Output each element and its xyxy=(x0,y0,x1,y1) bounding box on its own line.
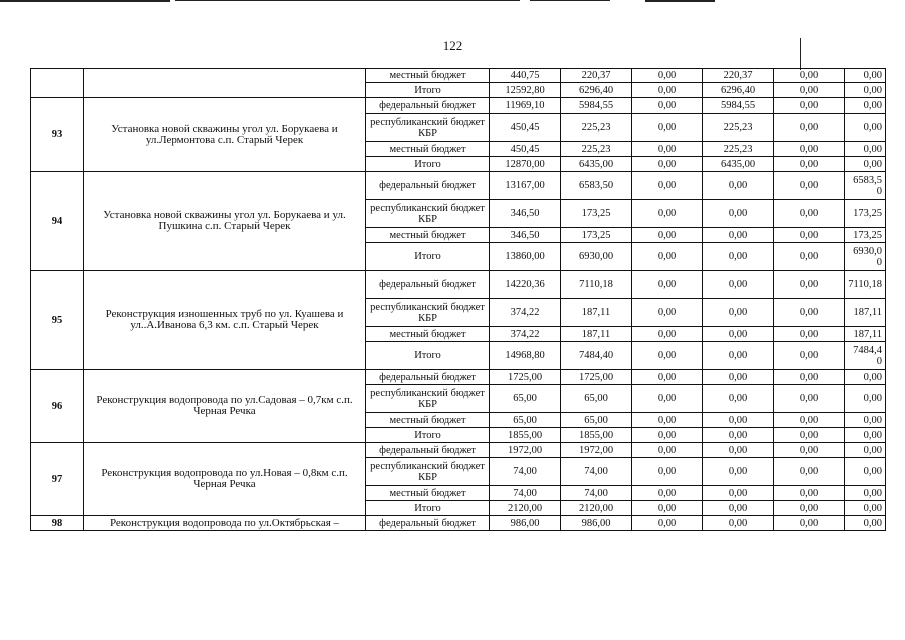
table-row xyxy=(31,271,886,299)
value-cell: 0,00 xyxy=(703,458,774,486)
value-cell: 0,00 xyxy=(703,172,774,200)
value-cell: 65,00 xyxy=(490,385,561,413)
value-cell: 0,00 xyxy=(703,385,774,413)
item-number-cell: 96 xyxy=(31,370,84,443)
value-cell: 187,11 xyxy=(561,327,632,342)
value-cell: 0,00 xyxy=(632,428,703,443)
funding-source-cell: республиканский бюджет КБР xyxy=(366,299,490,327)
value-cell: 0,00 xyxy=(774,458,845,486)
value-cell: 0,00 xyxy=(774,200,845,228)
value-cell: 0,00 xyxy=(845,486,886,501)
funding-source-cell: местный бюджет xyxy=(366,69,490,83)
value-cell: 0,00 xyxy=(845,443,886,458)
funding-source-cell: федеральный бюджет xyxy=(366,172,490,200)
value-cell: 0,00 xyxy=(774,342,845,370)
value-cell: 1855,00 xyxy=(490,428,561,443)
value-cell: 6435,00 xyxy=(561,157,632,172)
value-cell: 0,00 xyxy=(845,114,886,142)
value-cell: 0,00 xyxy=(632,413,703,428)
table-row xyxy=(31,98,886,114)
value-cell: 0,00 xyxy=(774,157,845,172)
value-cell: 0,00 xyxy=(632,228,703,243)
value-cell: 374,22 xyxy=(490,327,561,342)
value-cell: 65,00 xyxy=(561,413,632,428)
value-cell: 225,23 xyxy=(561,142,632,157)
value-cell: 0,00 xyxy=(632,501,703,516)
value-cell: 0,00 xyxy=(632,516,703,531)
value-cell: 225,23 xyxy=(561,114,632,142)
value-cell: 0,00 xyxy=(632,443,703,458)
scan-mark-top-mid xyxy=(175,0,520,1)
value-cell: 7110,18 xyxy=(845,271,886,299)
value-cell: 0,00 xyxy=(774,142,845,157)
item-number-cell: 97 xyxy=(31,443,84,516)
funding-source-cell: республиканский бюджет КБР xyxy=(366,114,490,142)
value-cell: 0,00 xyxy=(703,299,774,327)
table-row xyxy=(31,443,886,458)
item-number-cell xyxy=(31,69,84,98)
value-cell: 6435,00 xyxy=(703,157,774,172)
funding-source-cell: федеральный бюджет xyxy=(366,370,490,385)
funding-source-cell: федеральный бюджет xyxy=(366,516,490,531)
value-cell: 5984,55 xyxy=(561,98,632,114)
value-cell: 0,00 xyxy=(774,243,845,271)
value-cell: 74,00 xyxy=(490,486,561,501)
value-cell: 12870,00 xyxy=(490,157,561,172)
funding-source-cell: местный бюджет xyxy=(366,327,490,342)
value-cell: 0,00 xyxy=(703,501,774,516)
value-cell: 0,00 xyxy=(703,271,774,299)
value-cell: 13167,00 xyxy=(490,172,561,200)
value-cell: 6583,50 xyxy=(845,172,886,200)
funding-source-cell: местный бюджет xyxy=(366,142,490,157)
funding-source-cell: Итого xyxy=(366,501,490,516)
value-cell: 0,00 xyxy=(632,370,703,385)
funding-source-cell: республиканский бюджет КБР xyxy=(366,458,490,486)
value-cell: 14220,36 xyxy=(490,271,561,299)
budget-table xyxy=(30,68,886,531)
value-cell: 1725,00 xyxy=(490,370,561,385)
value-cell: 0,00 xyxy=(845,142,886,157)
table-row xyxy=(31,69,886,83)
value-cell: 0,00 xyxy=(845,428,886,443)
value-cell: 0,00 xyxy=(703,413,774,428)
value-cell: 11969,10 xyxy=(490,98,561,114)
value-cell: 13860,00 xyxy=(490,243,561,271)
value-cell: 173,25 xyxy=(845,228,886,243)
value-cell: 0,00 xyxy=(632,114,703,142)
value-cell: 7110,18 xyxy=(561,271,632,299)
value-cell: 0,00 xyxy=(774,299,845,327)
value-cell: 173,25 xyxy=(561,200,632,228)
value-cell: 0,00 xyxy=(703,243,774,271)
value-cell: 1725,00 xyxy=(561,370,632,385)
value-cell: 220,37 xyxy=(561,69,632,83)
value-cell: 173,25 xyxy=(845,200,886,228)
item-number-cell: 95 xyxy=(31,271,84,370)
value-cell: 0,00 xyxy=(703,370,774,385)
value-cell: 0,00 xyxy=(774,271,845,299)
funding-source-cell: федеральный бюджет xyxy=(366,271,490,299)
value-cell: 0,00 xyxy=(703,327,774,342)
value-cell: 0,00 xyxy=(845,83,886,98)
value-cell: 0,00 xyxy=(703,342,774,370)
value-cell: 225,23 xyxy=(703,142,774,157)
value-cell: 0,00 xyxy=(774,501,845,516)
value-cell: 0,00 xyxy=(632,342,703,370)
table-row xyxy=(31,516,886,531)
value-cell: 2120,00 xyxy=(561,501,632,516)
funding-source-cell: Итого xyxy=(366,342,490,370)
value-cell: 986,00 xyxy=(490,516,561,531)
funding-source-cell: местный бюджет xyxy=(366,413,490,428)
value-cell: 0,00 xyxy=(632,142,703,157)
item-number-cell: 94 xyxy=(31,172,84,271)
value-cell: 0,00 xyxy=(632,243,703,271)
value-cell: 374,22 xyxy=(490,299,561,327)
value-cell: 12592,80 xyxy=(490,83,561,98)
value-cell: 0,00 xyxy=(845,385,886,413)
value-cell: 74,00 xyxy=(561,486,632,501)
item-number-cell: 93 xyxy=(31,98,84,172)
value-cell: 0,00 xyxy=(632,271,703,299)
value-cell: 0,00 xyxy=(632,458,703,486)
table-row xyxy=(31,172,886,200)
value-cell: 0,00 xyxy=(632,385,703,413)
funding-source-cell: местный бюджет xyxy=(366,228,490,243)
value-cell: 2120,00 xyxy=(490,501,561,516)
value-cell: 0,00 xyxy=(774,370,845,385)
value-cell: 74,00 xyxy=(561,458,632,486)
scan-mark-top-right xyxy=(530,0,610,1)
value-cell: 0,00 xyxy=(632,157,703,172)
value-cell: 0,00 xyxy=(845,413,886,428)
value-cell: 0,00 xyxy=(774,172,845,200)
item-description-cell: Установка новой скважины угол ул. Борукаева и ул. Пушкина с.п. Старый Черек xyxy=(84,172,366,271)
value-cell: 14968,80 xyxy=(490,342,561,370)
value-cell: 0,00 xyxy=(845,501,886,516)
value-cell: 0,00 xyxy=(632,98,703,114)
value-cell: 0,00 xyxy=(845,516,886,531)
value-cell: 1972,00 xyxy=(561,443,632,458)
item-description-cell: Реконструкция водопровода по ул.Садовая – 0,7км с.п. Черная Речка xyxy=(84,370,366,443)
value-cell: 7484,40 xyxy=(845,342,886,370)
item-description-cell xyxy=(84,69,366,98)
value-cell: 173,25 xyxy=(561,228,632,243)
value-cell: 220,37 xyxy=(703,69,774,83)
value-cell: 0,00 xyxy=(845,458,886,486)
value-cell: 1972,00 xyxy=(490,443,561,458)
value-cell: 0,00 xyxy=(703,516,774,531)
value-cell: 0,00 xyxy=(774,486,845,501)
value-cell: 0,00 xyxy=(703,200,774,228)
scan-mark-top-far xyxy=(645,0,715,2)
value-cell: 0,00 xyxy=(703,443,774,458)
value-cell: 0,00 xyxy=(774,385,845,413)
value-cell: 187,11 xyxy=(845,327,886,342)
item-description-cell: Реконструкция изношенных труб по ул. Куашева и ул..А.Иванова 6,3 км. с.п. Старый Черек xyxy=(84,271,366,370)
value-cell: 346,50 xyxy=(490,228,561,243)
value-cell: 0,00 xyxy=(774,443,845,458)
value-cell: 0,00 xyxy=(632,327,703,342)
value-cell: 225,23 xyxy=(703,114,774,142)
value-cell: 0,00 xyxy=(845,69,886,83)
value-cell: 0,00 xyxy=(703,228,774,243)
value-cell: 0,00 xyxy=(632,299,703,327)
value-cell: 0,00 xyxy=(774,83,845,98)
value-cell: 0,00 xyxy=(632,69,703,83)
value-cell: 0,00 xyxy=(703,486,774,501)
value-cell: 0,00 xyxy=(774,98,845,114)
value-cell: 65,00 xyxy=(561,385,632,413)
item-description-cell: Реконструкция водопровода по ул.Новая – 0,8км с.п. Черная Речка xyxy=(84,443,366,516)
value-cell: 5984,55 xyxy=(703,98,774,114)
funding-source-cell: Итого xyxy=(366,157,490,172)
value-cell: 0,00 xyxy=(632,200,703,228)
value-cell: 346,50 xyxy=(490,200,561,228)
funding-source-cell: Итого xyxy=(366,428,490,443)
value-cell: 7484,40 xyxy=(561,342,632,370)
value-cell: 6296,40 xyxy=(703,83,774,98)
table-row xyxy=(31,370,886,385)
value-cell: 0,00 xyxy=(774,413,845,428)
value-cell: 0,00 xyxy=(632,83,703,98)
value-cell: 1855,00 xyxy=(561,428,632,443)
value-cell: 65,00 xyxy=(490,413,561,428)
value-cell: 0,00 xyxy=(774,327,845,342)
funding-source-cell: федеральный бюджет xyxy=(366,443,490,458)
page-number: 122 xyxy=(442,38,463,53)
value-cell: 187,11 xyxy=(845,299,886,327)
value-cell: 6583,50 xyxy=(561,172,632,200)
item-number-cell: 98 xyxy=(31,516,84,531)
value-cell: 187,11 xyxy=(561,299,632,327)
item-description-cell: Установка новой скважины угол ул. Борукаева и ул.Лермонтова с.п. Старый Черек xyxy=(84,98,366,172)
funding-source-cell: Итого xyxy=(366,83,490,98)
value-cell: 6930,00 xyxy=(561,243,632,271)
value-cell: 0,00 xyxy=(632,486,703,501)
value-cell: 0,00 xyxy=(703,428,774,443)
value-cell: 0,00 xyxy=(774,428,845,443)
funding-source-cell: республиканский бюджет КБР xyxy=(366,385,490,413)
item-description-cell: Реконструкция водопровода по ул.Октябрьская – xyxy=(84,516,366,531)
value-cell: 986,00 xyxy=(561,516,632,531)
value-cell: 450,45 xyxy=(490,142,561,157)
value-cell: 0,00 xyxy=(774,228,845,243)
value-cell: 6296,40 xyxy=(561,83,632,98)
value-cell: 6930,00 xyxy=(845,243,886,271)
funding-source-cell: республиканский бюджет КБР xyxy=(366,200,490,228)
value-cell: 0,00 xyxy=(845,98,886,114)
value-cell: 0,00 xyxy=(845,157,886,172)
value-cell: 0,00 xyxy=(632,172,703,200)
funding-source-cell: местный бюджет xyxy=(366,486,490,501)
value-cell: 0,00 xyxy=(845,370,886,385)
value-cell: 450,45 xyxy=(490,114,561,142)
value-cell: 440,75 xyxy=(490,69,561,83)
value-cell: 0,00 xyxy=(774,516,845,531)
value-cell: 0,00 xyxy=(774,69,845,83)
scan-mark-top-left xyxy=(0,0,170,2)
funding-source-cell: Итого xyxy=(366,243,490,271)
value-cell: 0,00 xyxy=(774,114,845,142)
value-cell: 74,00 xyxy=(490,458,561,486)
funding-source-cell: федеральный бюджет xyxy=(366,98,490,114)
